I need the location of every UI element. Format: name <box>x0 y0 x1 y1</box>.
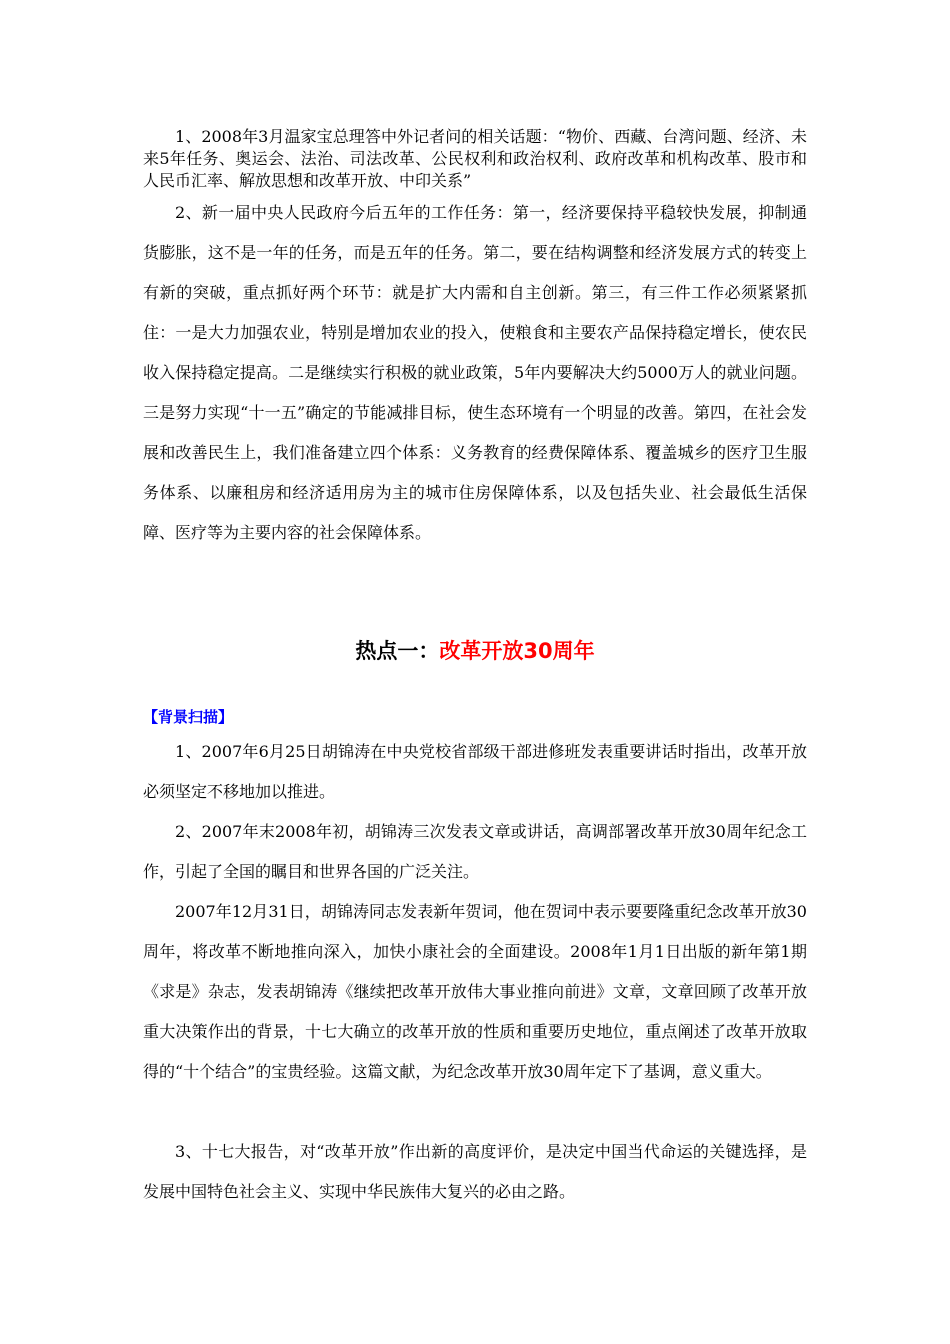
section-paragraph-1: 1、2007年6月25日胡锦涛在中央党校省部级干部进修班发表重要讲话时指出，改革开放必须坚定不移地加以推进。 <box>143 742 807 801</box>
section-paragraph-3: 2007年12月31日，胡锦涛同志发表新年贺词，他在贺词中表示要要隆重纪念改革开放30周年，将改革不断地推向深入，加快小康社会的全面建设。2008年1月1日出版的新年第1期《求是》杂志，发表胡锦涛《继续把改革开放伟大事业推向前进》文章，文章回顾了改革开放重大决策作出的背景，十七大确立的改革开放的性质和重要历史地位，重点阐述了改革开放取得的“十个结合”的宝贵经验。这篇文献，为纪念改革开放30周年定下了基调，意义重大。 <box>143 902 807 1081</box>
intro-paragraph-2: 2、新一届中央人民政府今后五年的工作任务：第一，经济要保持平稳较快发展，抑制通货膨胀，这不是一年的任务，而是五年的任务。第二，要在结构调整和经济发展方式的转变上有新的突破，重点抓好两个环节：就是扩大内需和自主创新。第三，有三件工作必须紧紧抓住：一是大力加强农业，特别是增加农业的投入，使粮食和主要农产品保持稳定增长，使农民收入保持稳定提高。二是继续实行积极的就业政策，5年内要解决大约5000万人的就业问题。三是努力实现“十一五”确定的节能减排目标，使生态环境有一个明显的改善。第四，在社会发展和改善民生上，我们准备建立四个体系：义务教育的经费保障体系、覆盖城乡的医疗卫生服务体系、以廉租房和经济适用房为主的城市住房保障体系，以及包括失业、社会最低生活保障、医疗等为主要内容的社会保障体系。 <box>143 203 807 542</box>
intro-paragraph-1: 1、2008年3月温家宝总理答中外记者问的相关话题：“物价、西藏、台湾问题、经济、未来5年任务、奥运会、法治、司法改革、公民权利和政治权利、政府改革和机构改革、股市和人民币汇率、解放思想和改革开放、中印关系” <box>143 127 807 190</box>
section-paragraph-2: 2、2007年末2008年初，胡锦涛三次发表文章或讲话，高调部署改革开放30周年纪念工作，引起了全国的瞩目和世界各国的广泛关注。 <box>143 822 807 881</box>
background-scan-label: 【背景扫描】 <box>143 708 234 726</box>
section-paragraph-4: 3、十七大报告，对“改革开放”作出新的高度评价，是决定中国当代命运的关键选择，是发展中国特色社会主义、实现中华民族伟大复兴的必由之路。 <box>143 1142 807 1201</box>
section-heading <box>143 636 807 666</box>
section-heading-prefix: 热点一： <box>355 639 440 663</box>
section-heading-title: 改革开放30周年 <box>439 639 595 663</box>
